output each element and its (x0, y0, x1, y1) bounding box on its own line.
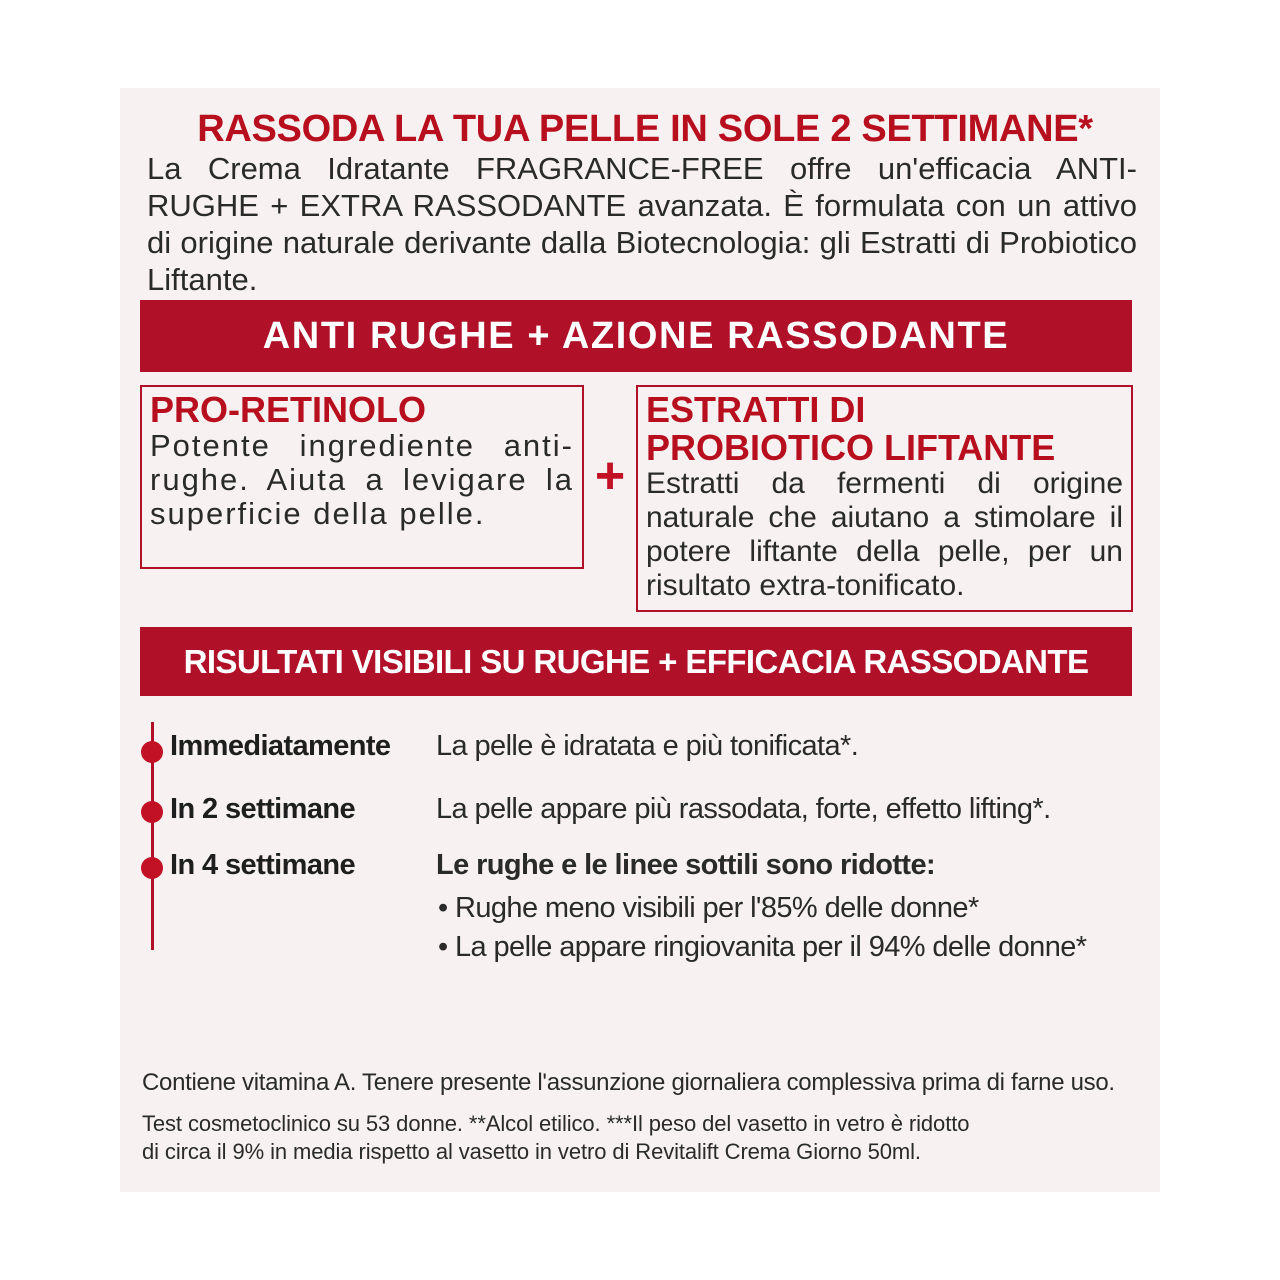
ingredient-description: Potente ingrediente anti-rughe. Aiuta a levigare la superficie della pelle. (150, 428, 574, 531)
ingredient-box-probiotico (636, 385, 1133, 612)
section-band-risultati: RISULTATI VISIBILI SU RUGHE + EFFICACIA RASSODANTE (140, 627, 1132, 696)
timeline-bullet: • Rughe meno visibili per l'85% delle donne* (438, 892, 979, 924)
headline: RASSODA LA TUA PELLE IN SOLE 2 SETTIMANE* (197, 108, 1093, 150)
ingredient-title-line-2: PROBIOTICO LIFTANTE (646, 427, 1056, 468)
timeline-text: La pelle appare più rassodata, forte, effetto lifting*. (436, 793, 1051, 825)
footnote-vitamin: Contiene vitamina A. Tenere presente l'assunzione giornaliera complessiva prima di farne uso. (142, 1069, 1115, 1096)
footnote-test (142, 1110, 969, 1166)
intro-paragraph: La Crema Idratante FRAGRANCE-FREE offre un'efficacia ANTI-RUGHE + EXTRA RASSODANTE avanzata. È formulata con un attivo di origine naturale derivante dalla Biotecnologia: gli Estratti di Probiotico Liftante. (147, 151, 1137, 297)
ingredient-box-pro-retinolo (140, 385, 584, 569)
ingredient-description: Estratti da fermenti di origine naturale che aiutano a stimolare il potere liftante della pelle, per un risultato extra-tonificato. (646, 467, 1123, 602)
footnote-line: Test cosmetoclinico su 53 donne. **Alcol etilico. ***Il peso del vasetto in vetro è ridotto (142, 1111, 970, 1136)
ingredient-title-line-1: ESTRATTI DI (646, 389, 866, 430)
timeline-text: Le rughe e le linee sottili sono ridotte: (436, 849, 936, 881)
timeline-dot (141, 801, 163, 823)
timeline-bullet: • La pelle appare ringiovanita per il 94% delle donne* (438, 931, 1087, 963)
timeline-label: Immediatamente (170, 730, 391, 762)
section-band-anti-rughe: ANTI RUGHE + AZIONE RASSODANTE (140, 300, 1132, 372)
ingredient-title: PRO-RETINOLO (150, 389, 426, 430)
plus-sign: + (594, 447, 626, 505)
timeline-text: La pelle è idratata e più tonificata*. (436, 730, 859, 762)
timeline-dot (141, 857, 163, 879)
timeline-dot (141, 741, 163, 763)
timeline-label: In 4 settimane (170, 849, 355, 881)
timeline-label: In 2 settimane (170, 793, 355, 825)
footnote-line: di circa il 9% in media rispetto al vasetto in vetro di Revitalift Crema Giorno 50ml. (142, 1139, 921, 1164)
